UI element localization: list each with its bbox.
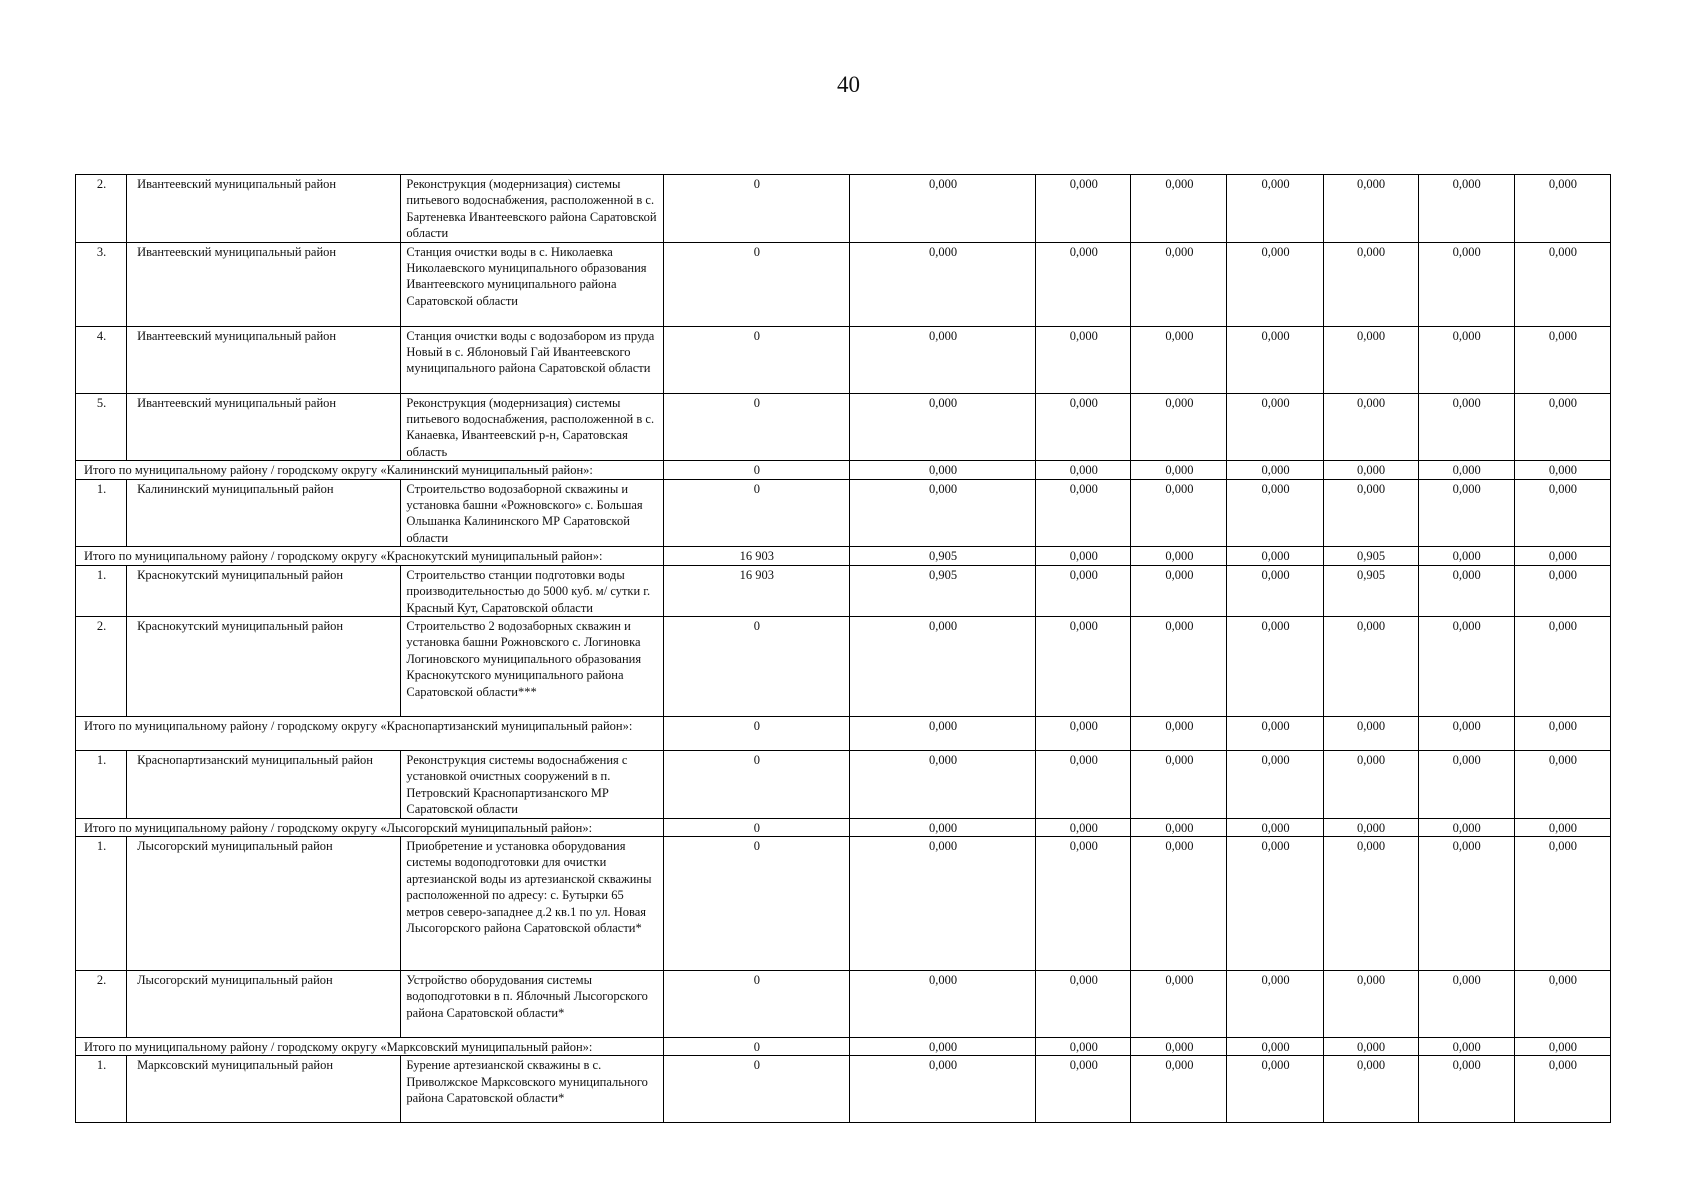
project-name: Станция очистки воды в с. Николаевка Николаевского муниципального образования Ивантеевского муниципального района Саратовской области (401, 242, 663, 326)
row-number: 4. (76, 326, 127, 393)
value-cell: 0,000 (1036, 1056, 1131, 1123)
project-name: Реконструкция (модернизация) системы питьевого водоснабжения, расположенной в с. Бартеневка Ивантеевского района Саратовской области (401, 175, 663, 243)
value-cell: 0,000 (1131, 970, 1227, 1037)
value-cell: 0,000 (1323, 175, 1418, 243)
value-cell: 0,000 (1323, 479, 1418, 547)
value-cell: 0,000 (1514, 242, 1610, 326)
value-cell: 0,000 (1418, 1056, 1514, 1123)
value-cell: 0,000 (1227, 836, 1323, 970)
value-cell: 0,000 (1418, 175, 1514, 243)
value-cell: 0,000 (1418, 547, 1514, 565)
total-row (76, 547, 1611, 565)
district-name: Ивантеевский муниципальный район (127, 175, 401, 243)
row-number: 2. (76, 616, 127, 716)
value-cell: 0,000 (1418, 479, 1514, 547)
value-cell: 0 (663, 479, 849, 547)
value-cell: 0,000 (1227, 1037, 1323, 1055)
value-cell: 0 (663, 326, 849, 393)
value-cell: 0,000 (1227, 565, 1323, 616)
value-cell: 0,000 (1418, 393, 1514, 461)
value-cell: 0,000 (1418, 716, 1514, 750)
value-cell: 0,000 (1227, 393, 1323, 461)
value-cell: 0,000 (1323, 836, 1418, 970)
project-name: Приобретение и установка оборудования системы водоподготовки для очистки артезианской воды из артезианской скважины расположенной по адресу: с. Бутырки 65 метров северо-западнее д.2 кв.1 по ул. Новая Лысогорского района Саратовской области* (401, 836, 663, 970)
value-cell: 0,000 (1323, 461, 1418, 479)
value-cell: 0,000 (1323, 326, 1418, 393)
row-number: 5. (76, 393, 127, 461)
value-cell: 0,000 (1131, 565, 1227, 616)
project-name: Строительство 2 водозаборных скважин и установка башни Рожновского с. Логиновка Логиновского муниципального образования Краснокутского муниципального района Саратовской области*** (401, 616, 663, 716)
district-name: Калининский муниципальный район (127, 479, 401, 547)
table-row (76, 565, 1611, 616)
total-label: Итого по муниципальному району / городскому округу «Краснокутский муниципальный район»: (76, 547, 664, 565)
value-cell: 0 (663, 1037, 849, 1055)
value-cell: 0,000 (849, 818, 1035, 836)
value-cell: 0,000 (1514, 1056, 1610, 1123)
value-cell: 0,000 (1418, 326, 1514, 393)
value-cell: 0 (663, 818, 849, 836)
value-cell: 0,000 (1418, 970, 1514, 1037)
district-name: Ивантеевский муниципальный район (127, 242, 401, 326)
value-cell: 0,000 (1131, 836, 1227, 970)
total-row (76, 818, 1611, 836)
value-cell: 0,000 (1227, 818, 1323, 836)
value-cell: 0,000 (1227, 479, 1323, 547)
value-cell: 0,000 (849, 750, 1035, 818)
value-cell: 0,000 (1131, 818, 1227, 836)
project-name: Строительство станции подготовки воды производительностью до 5000 куб. м/ сутки г. Красный Кут, Саратовской области (401, 565, 663, 616)
value-cell: 0,000 (1036, 818, 1131, 836)
value-cell: 0,000 (1036, 970, 1131, 1037)
value-cell: 0,000 (1036, 836, 1131, 970)
value-cell: 0,000 (1514, 547, 1610, 565)
value-cell: 0,000 (1036, 1037, 1131, 1055)
project-name: Строительство водозаборной скважины и установка башни «Рожновского» с. Большая Ольшанка Калининского МР Саратовской области (401, 479, 663, 547)
value-cell: 0,000 (1514, 175, 1610, 243)
value-cell: 0,905 (849, 565, 1035, 616)
value-cell: 0,000 (1514, 616, 1610, 716)
value-cell: 0,000 (1323, 393, 1418, 461)
value-cell: 0,000 (1514, 461, 1610, 479)
value-cell: 0,000 (1418, 616, 1514, 716)
budget-table (75, 174, 1611, 1123)
value-cell: 16 903 (663, 565, 849, 616)
value-cell: 0,000 (1227, 970, 1323, 1037)
table-row (76, 393, 1611, 461)
value-cell: 0 (663, 750, 849, 818)
value-cell: 0 (663, 242, 849, 326)
value-cell: 0,000 (1036, 547, 1131, 565)
value-cell: 0,000 (849, 1056, 1035, 1123)
value-cell: 0,000 (1131, 750, 1227, 818)
value-cell: 0,000 (1227, 716, 1323, 750)
value-cell: 0,000 (1036, 175, 1131, 243)
value-cell: 0,000 (1514, 836, 1610, 970)
table-row (76, 616, 1611, 716)
value-cell: 0,000 (1131, 1037, 1227, 1055)
value-cell: 0,000 (1418, 818, 1514, 836)
value-cell: 0,000 (1036, 716, 1131, 750)
value-cell: 0,000 (1036, 479, 1131, 547)
total-row (76, 461, 1611, 479)
value-cell: 0,000 (1418, 750, 1514, 818)
value-cell: 0,000 (1514, 716, 1610, 750)
value-cell: 0,000 (1323, 818, 1418, 836)
value-cell: 0,000 (1131, 716, 1227, 750)
value-cell: 0,000 (1514, 479, 1610, 547)
value-cell: 0,000 (1514, 1037, 1610, 1055)
value-cell: 0,000 (1227, 1056, 1323, 1123)
value-cell: 0,000 (1418, 836, 1514, 970)
value-cell: 0,000 (1036, 616, 1131, 716)
value-cell: 0,000 (1418, 1037, 1514, 1055)
value-cell: 0,000 (1036, 461, 1131, 479)
value-cell: 0,000 (849, 461, 1035, 479)
value-cell: 0,000 (1227, 461, 1323, 479)
value-cell: 0,000 (1323, 616, 1418, 716)
value-cell: 0 (663, 970, 849, 1037)
value-cell: 0,000 (1131, 461, 1227, 479)
value-cell: 0,000 (1036, 242, 1131, 326)
value-cell: 0,000 (1131, 547, 1227, 565)
value-cell: 0,000 (1131, 616, 1227, 716)
value-cell: 0,000 (1227, 242, 1323, 326)
value-cell: 0,000 (1227, 175, 1323, 243)
total-row (76, 1037, 1611, 1055)
project-name: Реконструкция (модернизация) системы питьевого водоснабжения, расположенной в с. Канаевка, Ивантеевский р-н, Саратовская область (401, 393, 663, 461)
row-number: 3. (76, 242, 127, 326)
value-cell: 0,000 (849, 393, 1035, 461)
row-number: 1. (76, 1056, 127, 1123)
value-cell: 0,000 (1418, 461, 1514, 479)
table-row (76, 1056, 1611, 1123)
value-cell: 0,000 (1036, 565, 1131, 616)
value-cell: 0,000 (1323, 716, 1418, 750)
budget-table-wrap (75, 174, 1611, 1123)
value-cell: 0,000 (1036, 326, 1131, 393)
total-label: Итого по муниципальному району / городскому округу «Калининский муниципальный район»: (76, 461, 664, 479)
project-name: Реконструкция системы водоснабжения с установкой очистных сооружений в п. Петровский Краснопартизанского МР Саратовской области (401, 750, 663, 818)
value-cell: 0,000 (849, 326, 1035, 393)
value-cell: 0,000 (1323, 1037, 1418, 1055)
table-row (76, 242, 1611, 326)
value-cell: 0,000 (1227, 616, 1323, 716)
total-label: Итого по муниципальному району / городскому округу «Лысогорский муниципальный район»: (76, 818, 664, 836)
page-number: 40 (837, 72, 860, 97)
table-row (76, 970, 1611, 1037)
value-cell: 0,000 (1131, 393, 1227, 461)
value-cell: 0,000 (1323, 1056, 1418, 1123)
table-row (76, 326, 1611, 393)
value-cell: 0,000 (849, 1037, 1035, 1055)
value-cell: 0 (663, 616, 849, 716)
value-cell: 0,905 (1323, 565, 1418, 616)
value-cell: 0 (663, 461, 849, 479)
value-cell: 0,000 (849, 970, 1035, 1037)
value-cell: 0,000 (1131, 242, 1227, 326)
value-cell: 0,000 (849, 716, 1035, 750)
total-label: Итого по муниципальному району / городскому округу «Марксовский муниципальный район»: (76, 1037, 664, 1055)
value-cell: 0,000 (1514, 818, 1610, 836)
value-cell: 0,000 (1227, 326, 1323, 393)
value-cell: 0,000 (1323, 970, 1418, 1037)
value-cell: 0,000 (1131, 1056, 1227, 1123)
value-cell: 0,000 (849, 175, 1035, 243)
project-name: Бурение артезианской скважины в с. Приволжское Марксовского муниципального района Саратовской области* (401, 1056, 663, 1123)
value-cell: 0,000 (1323, 750, 1418, 818)
district-name: Лысогорский муниципальный район (127, 970, 401, 1037)
row-number: 2. (76, 175, 127, 243)
table-row (76, 750, 1611, 818)
row-number: 2. (76, 970, 127, 1037)
project-name: Устройство оборудования системы водоподготовки в п. Яблочный Лысогорского района Саратовской области* (401, 970, 663, 1037)
value-cell: 0,000 (1323, 242, 1418, 326)
value-cell: 0 (663, 716, 849, 750)
district-name: Краснокутский муниципальный район (127, 565, 401, 616)
value-cell: 0,000 (849, 479, 1035, 547)
row-number: 1. (76, 750, 127, 818)
project-name: Станция очистки воды с водозабором из пруда Новый в с. Яблоновый Гай Ивантеевского муниципального района Саратовской области (401, 326, 663, 393)
table-row (76, 836, 1611, 970)
value-cell: 0 (663, 393, 849, 461)
value-cell: 0,000 (1227, 547, 1323, 565)
value-cell: 0,000 (1514, 565, 1610, 616)
value-cell: 0,000 (1514, 393, 1610, 461)
value-cell: 0 (663, 836, 849, 970)
row-number: 1. (76, 565, 127, 616)
value-cell: 0,000 (1514, 750, 1610, 818)
value-cell: 16 903 (663, 547, 849, 565)
value-cell: 0,000 (1418, 565, 1514, 616)
value-cell: 0 (663, 175, 849, 243)
value-cell: 0,000 (1036, 750, 1131, 818)
district-name: Марксовский муниципальный район (127, 1056, 401, 1123)
row-number: 1. (76, 479, 127, 547)
district-name: Краснокутский муниципальный район (127, 616, 401, 716)
value-cell: 0,000 (1131, 326, 1227, 393)
table-row (76, 479, 1611, 547)
value-cell: 0,000 (1514, 326, 1610, 393)
value-cell: 0,905 (849, 547, 1035, 565)
value-cell: 0,000 (1036, 393, 1131, 461)
table-body (76, 175, 1611, 1123)
value-cell: 0,000 (1131, 479, 1227, 547)
district-name: Краснопартизанский муниципальный район (127, 750, 401, 818)
row-number: 1. (76, 836, 127, 970)
value-cell: 0,000 (1514, 970, 1610, 1037)
value-cell: 0,000 (1418, 242, 1514, 326)
value-cell: 0,000 (1131, 175, 1227, 243)
value-cell: 0,000 (1227, 750, 1323, 818)
total-row (76, 716, 1611, 750)
value-cell: 0,905 (1323, 547, 1418, 565)
district-name: Лысогорский муниципальный район (127, 836, 401, 970)
value-cell: 0 (663, 1056, 849, 1123)
value-cell: 0,000 (849, 836, 1035, 970)
total-label: Итого по муниципальному району / городскому округу «Краснопартизанский муниципальный район»: (76, 716, 664, 750)
value-cell: 0,000 (849, 616, 1035, 716)
table-row (76, 175, 1611, 243)
district-name: Ивантеевский муниципальный район (127, 393, 401, 461)
value-cell: 0,000 (849, 242, 1035, 326)
district-name: Ивантеевский муниципальный район (127, 326, 401, 393)
